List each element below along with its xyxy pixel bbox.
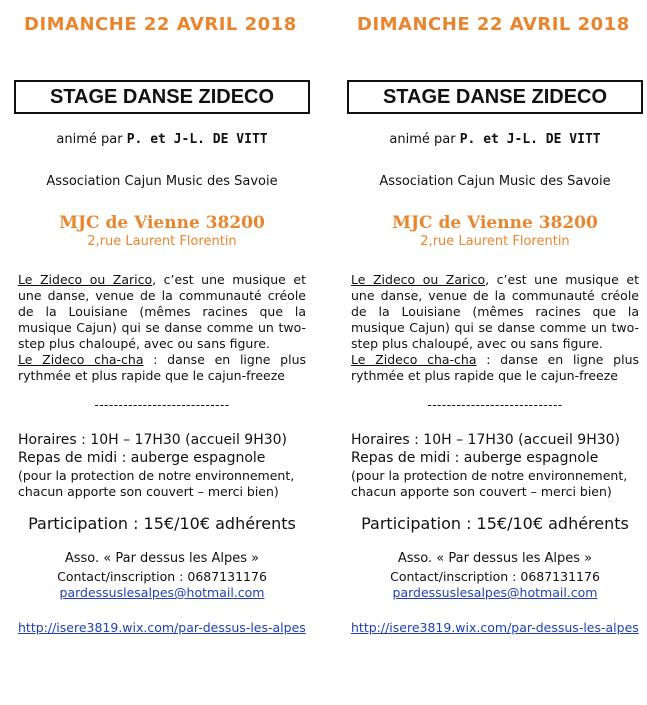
environment-note-2: chacun apporte son couvert – merci bien) (18, 484, 279, 499)
hours: Horaires : 10H – 17H30 (accueil 9H30) (18, 432, 288, 448)
participation-fee: Participation : 15€/10€ adhérents (28, 514, 296, 533)
zideco-term: Le Zideco ou Zarico (351, 272, 486, 287)
meal-info: Repas de midi : auberge espagnole (351, 450, 599, 466)
event-date: DIMANCHE 22 AVRIL 2018 (357, 14, 630, 35)
description-chacha (351, 352, 639, 384)
email-link[interactable]: pardessuslesalpes@hotmail.com (59, 585, 265, 600)
zideco-term: Le Zideco ou Zarico (18, 272, 153, 287)
venue-address: 2,rue Laurent Florentin (87, 234, 237, 249)
association-name: Association Cajun Music des Savoie (379, 174, 611, 189)
animators-prefix: animé par (389, 132, 456, 147)
zideco-text: , c’est une musique et une danse, venue de la communauté créole de la Louisiane (mêmes racines que la musique Cajun) qui se danse comme un two-step plus chaloupé, avec ou sans figure. (18, 272, 306, 351)
environment-note-2: chacun apporte son couvert – merci bien) (351, 484, 612, 499)
animators-line (347, 132, 643, 147)
participation-fee: Participation : 15€/10€ adhérents (361, 514, 629, 533)
environment-note-1: (pour la protection de notre environnement, (351, 468, 628, 483)
separator: ---------------------------- (94, 398, 230, 412)
website-link[interactable]: http://isere3819.wix.com/par-dessus-les-alpes (18, 620, 306, 635)
animators-prefix: animé par (56, 132, 123, 147)
flyer-right (347, 0, 647, 705)
hours: Horaires : 10H – 17H30 (accueil 9H30) (351, 432, 621, 448)
description-chacha (18, 352, 306, 384)
venue-address: 2,rue Laurent Florentin (420, 234, 570, 249)
venue-name: MJC de Vienne 38200 (392, 213, 598, 233)
association-name: Association Cajun Music des Savoie (46, 174, 278, 189)
flyer-title: STAGE DANSE ZIDECO (14, 80, 310, 114)
description-zideco (351, 272, 639, 352)
website-link[interactable]: http://isere3819.wix.com/par-dessus-les-alpes (351, 620, 639, 635)
contact-phone: Contact/inscription : 0687131176 (57, 569, 267, 584)
contact-phone: Contact/inscription : 0687131176 (390, 569, 600, 584)
chacha-text: : danse en ligne plus rythmée et plus rapide que le cajun-freeze (18, 352, 307, 383)
flyer-left (14, 0, 314, 705)
organizer-asso: Asso. « Par dessus les Alpes » (397, 551, 593, 566)
flyer-title: STAGE DANSE ZIDECO (347, 80, 643, 114)
chacha-term: Le Zideco cha-cha (18, 352, 144, 367)
event-date: DIMANCHE 22 AVRIL 2018 (24, 14, 297, 35)
venue-name: MJC de Vienne 38200 (59, 213, 265, 233)
organizer-asso: Asso. « Par dessus les Alpes » (64, 551, 260, 566)
animators-names: P. et J-L. DE VITT (459, 132, 601, 147)
meal-info: Repas de midi : auberge espagnole (18, 450, 266, 466)
chacha-text: : danse en ligne plus rythmée et plus rapide que le cajun-freeze (351, 352, 640, 383)
environment-note-1: (pour la protection de notre environnement, (18, 468, 295, 483)
email-link[interactable]: pardessuslesalpes@hotmail.com (392, 585, 598, 600)
description-zideco (18, 272, 306, 352)
animators-line (14, 132, 310, 147)
chacha-term: Le Zideco cha-cha (351, 352, 477, 367)
separator: ---------------------------- (427, 398, 563, 412)
zideco-text: , c’est une musique et une danse, venue de la communauté créole de la Louisiane (mêmes racines que la musique Cajun) qui se danse comme un two-step plus chaloupé, avec ou sans figure. (351, 272, 639, 351)
animators-names: P. et J-L. DE VITT (126, 132, 268, 147)
